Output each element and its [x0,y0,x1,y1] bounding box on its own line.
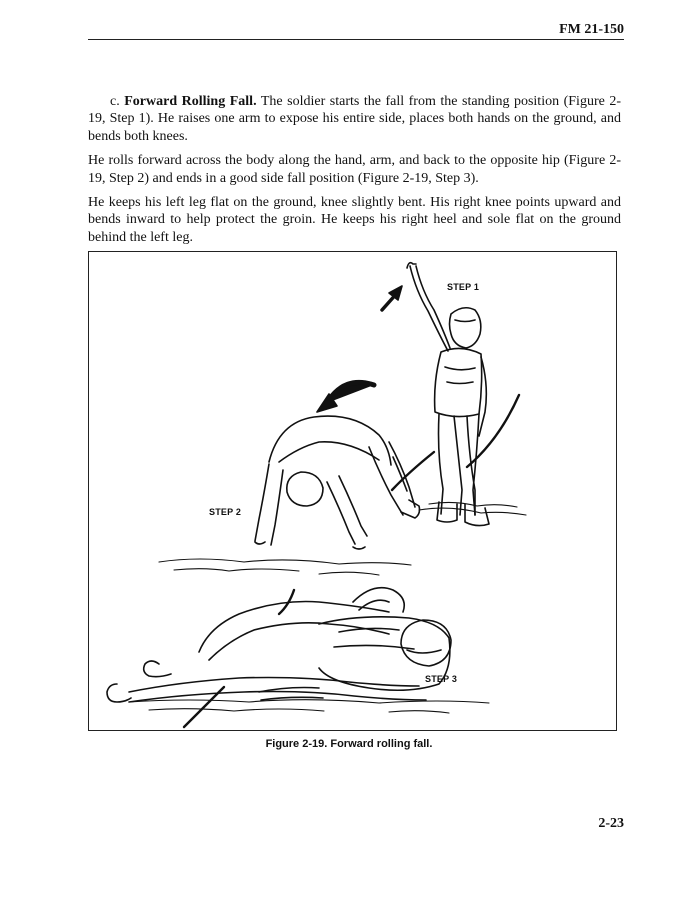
figure-caption: Figure 2-19. Forward rolling fall. [265,738,433,750]
paragraph-lead: Forward Rolling Fall. [124,94,257,109]
ground-hatching [129,502,526,713]
paragraph-1 [88,93,621,145]
paragraph-label: c. [110,94,125,109]
figure-2-19 [88,251,617,731]
step2-label: STEP 2 [209,507,242,517]
step1-label: STEP 1 [447,282,480,292]
step2-rolling-figure [255,416,420,549]
motion-arrow-up [382,286,402,310]
header-rule [88,39,624,40]
body-text [88,93,621,253]
forward-rolling-fall-illustration [89,252,617,731]
paragraph-1-text: The soldier starts the fall from the standing position (Figure 2-19, Step 1). He raises one arm to expose his entire side, places both hands on the ground, and bends both knees. [88,94,622,144]
paragraph-2: He rolls forward across the body along the hand, arm, and back to the opposite hip (Figure 2-19, Step 2) and ends in a good side fall position (Figure 2-19, Step 3). [88,153,621,186]
step1-standing-figure [407,263,489,526]
curved-arrow [317,382,374,412]
step3-label: STEP 3 [425,674,458,684]
paragraph-3: He keeps his left leg flat on the ground, knee slightly bent. His right knee points upward and bends inward to help protect the groin. He keeps his right heel and sole flat on the ground behind the left leg. [88,195,621,245]
page-number: 2-23 [598,816,624,831]
step3-side-fall-figure [107,588,451,702]
document-id: FM 21-150 [559,22,624,37]
